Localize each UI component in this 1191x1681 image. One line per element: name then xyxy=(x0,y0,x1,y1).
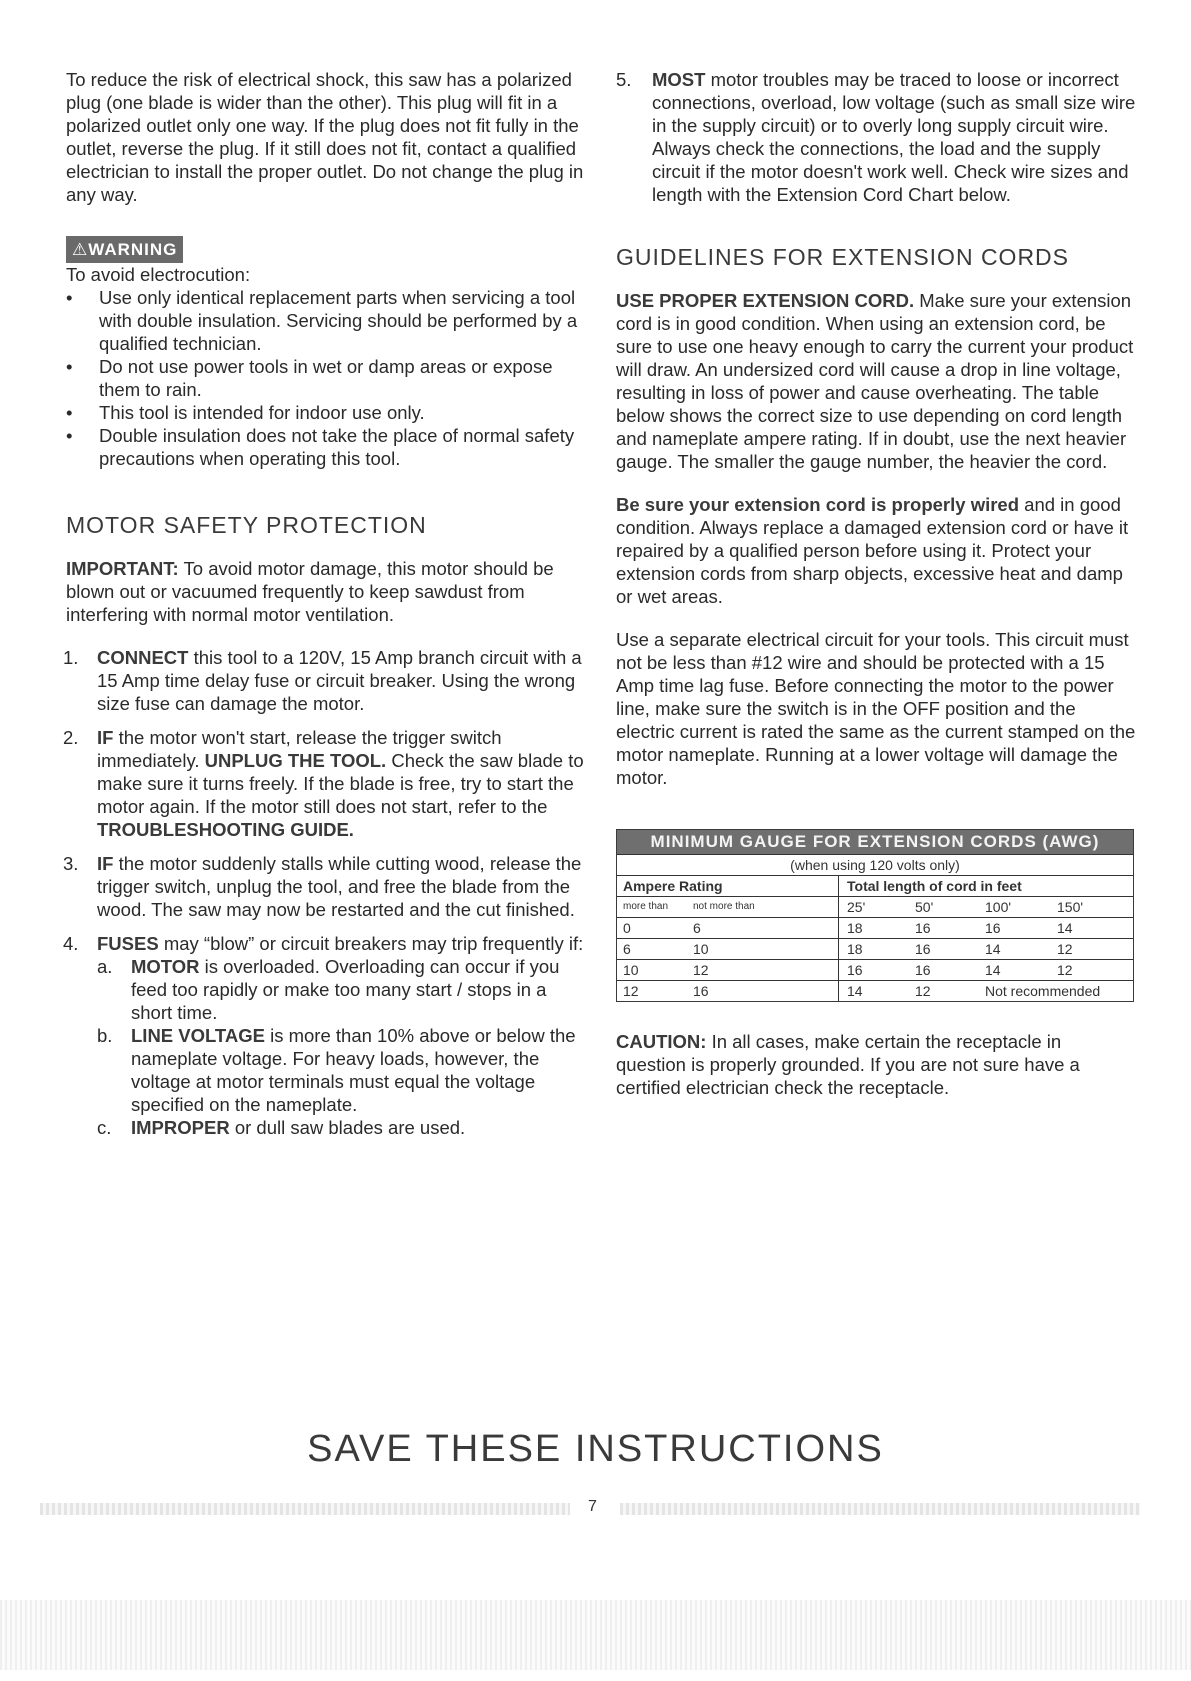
list-item: c. IMPROPER or dull saw blades are used. xyxy=(97,1117,466,1138)
properly-wired-paragraph: Be sure your extension cord is properly wired and in good condition. Always replace a damaged extension cord or have it repaired by a qualified person before using it. Protect your extension cords from sharp objects, excessive heat and damp or wet areas. xyxy=(616,494,1129,607)
length-header: Total length of cord in feet xyxy=(847,878,1022,894)
list-item: • Use only identical replacement parts when servicing a tool with double insulation. Servicing should be performed by a qualified technician. xyxy=(66,287,578,354)
table-row: 10 12 16 16 14 12 xyxy=(617,960,1133,981)
list-item: • Double insulation does not take the place of normal safety precautions when operating this tool. xyxy=(66,425,575,469)
right-column xyxy=(616,68,1136,1099)
scan-texture-band xyxy=(0,1600,1191,1670)
save-instructions-title: SAVE THESE INSTRUCTIONS xyxy=(307,1428,884,1470)
warning-bullet-list xyxy=(66,286,586,470)
left-column xyxy=(63,68,586,1150)
list-item: 1. CONNECT this tool to a 120V, 15 Amp branch circuit with a 15 Amp time delay fuse or circuit breaker. Using the wrong size fuse can damage the motor. xyxy=(63,647,582,714)
table-subheader-row: more than not more than 25' 50' 100' 150' xyxy=(617,897,1133,918)
warning-lead: To avoid electrocution: xyxy=(66,264,251,285)
list-item: • This tool is intended for indoor use only. xyxy=(66,402,425,423)
table-header-row xyxy=(617,876,1133,897)
footer-stripe-left xyxy=(40,1503,570,1515)
list-item: b. LINE VOLTAGE is more than 10% above or below the nameplate voltage. For heavy loads, however, the voltage at motor terminals must equal the voltage specified on the nameplate. xyxy=(97,1025,576,1115)
list-item: a. MOTOR is overloaded. Overloading can occur if you feed too rapidly or make too many start / stops in a short time. xyxy=(97,956,560,1023)
list-item: 3. IF the motor suddenly stalls while cutting wood, release the trigger switch, unplug the tool, and free the blade from the wood. The saw may now be restarted and the cut finished. xyxy=(63,853,582,920)
bullet-icon: • xyxy=(66,425,73,446)
table-subtitle: (when using 120 volts only) xyxy=(617,855,1133,876)
list-item: 4. FUSES may “blow” or circuit breakers may trip frequently if: a. MOTOR is overloaded. Overloading can occur if you feed too rapidly or make too many start / stops in a short time. b. LINE VOLTAGE is more than 10% above or below the nameplate voltage. For heavy loads, however, the voltage at motor terminals must equal the voltage specified on the nameplate. c. IMPROPER or dull saw blades are used. xyxy=(66,932,586,1139)
polarized-plug-paragraph: To reduce the risk of electrical shock, this saw has a polarized plug (one blade is wider than the other). This plug will fit in a polarized outlet only one way. If the plug does not fit fully in the outlet, reverse the plug. If it still does not fit, contact a qualified electrician to install the proper outlet. Do not change the plug in any way. xyxy=(66,69,584,205)
footer-stripe-right xyxy=(620,1503,1140,1515)
table-row: 0 6 18 16 16 14 xyxy=(617,918,1133,939)
caution-paragraph: CAUTION: In all cases, make certain the receptacle in question is properly grounded. If you are not sure have a certified electrician check the receptacle. xyxy=(616,1031,1080,1098)
extension-cords-heading: GUIDELINES FOR EXTENSION CORDS xyxy=(616,244,1070,270)
amp-header: Ampere Rating xyxy=(617,876,839,896)
list-item: • Do not use power tools in wet or damp areas or expose them to rain. xyxy=(66,356,553,400)
proper-cord-paragraph: USE PROPER EXTENSION CORD. Make sure your extension cord is in good condition. When using an extension cord, be sure to use one heavy enough to carry the current your product will draw. An undersized cord will cause a drop in line voltage, resulting in loss of power and cause overheating. The table below shows the correct size to use depending on cord length and nameplate ampere rating. If in doubt, use the next heavier gauge. The smaller the gauge number, the heavier the cord. xyxy=(616,290,1134,472)
bullet-icon: • xyxy=(66,402,73,423)
separate-circuit-paragraph: Use a separate electrical circuit for your tools. This circuit must not be less than #12 wire and should be protected with a 15 Amp time lag fuse. Before connecting the motor to the power line, make sure the switch is in the OFF position and the electric current is rated the same as the current stamped on the motor nameplate. Running at a lower voltage will damage the motor. xyxy=(616,629,1136,788)
warning-badge: ⚠WARNING xyxy=(66,236,183,263)
table-row: 12 16 14 12 Not recommended xyxy=(617,981,1133,1001)
gauge-table xyxy=(616,829,1134,1002)
important-paragraph: IMPORTANT: To avoid motor damage, this motor should be blown out or vacuumed frequently to keep sawdust from interfering with normal motor ventilation. xyxy=(66,558,554,625)
list-item: 2. IF the motor won't start, release the trigger switch immediately. UNPLUG THE TOOL. Check the saw blade to make sure it turns freely. If the blade is free, try to start the motor again. If the motor still does not start, refer to the TROUBLESHOOTING GUIDE. xyxy=(63,727,584,840)
bullet-icon: • xyxy=(66,356,73,377)
table-row: 6 10 18 16 14 12 xyxy=(617,939,1133,960)
motor-steps-list xyxy=(63,646,586,1139)
page-number: 7 xyxy=(588,1498,597,1515)
table-title: MINIMUM GAUGE FOR EXTENSION CORDS (AWG) xyxy=(617,830,1133,855)
step-5-paragraph: 5. MOST motor troubles may be traced to loose or incorrect connections, overload, low voltage (such as small size wire in the supply circuit) or to overly long supply circuit wire. Always check the connections, the load and the supply circuit if the motor doesn't work well. Check wire sizes and length with the Extension Cord Chart below. xyxy=(616,69,1136,205)
fuse-substeps-list xyxy=(97,955,586,1139)
motor-safety-heading: MOTOR SAFETY PROTECTION xyxy=(66,512,427,538)
bullet-icon: • xyxy=(66,287,73,308)
